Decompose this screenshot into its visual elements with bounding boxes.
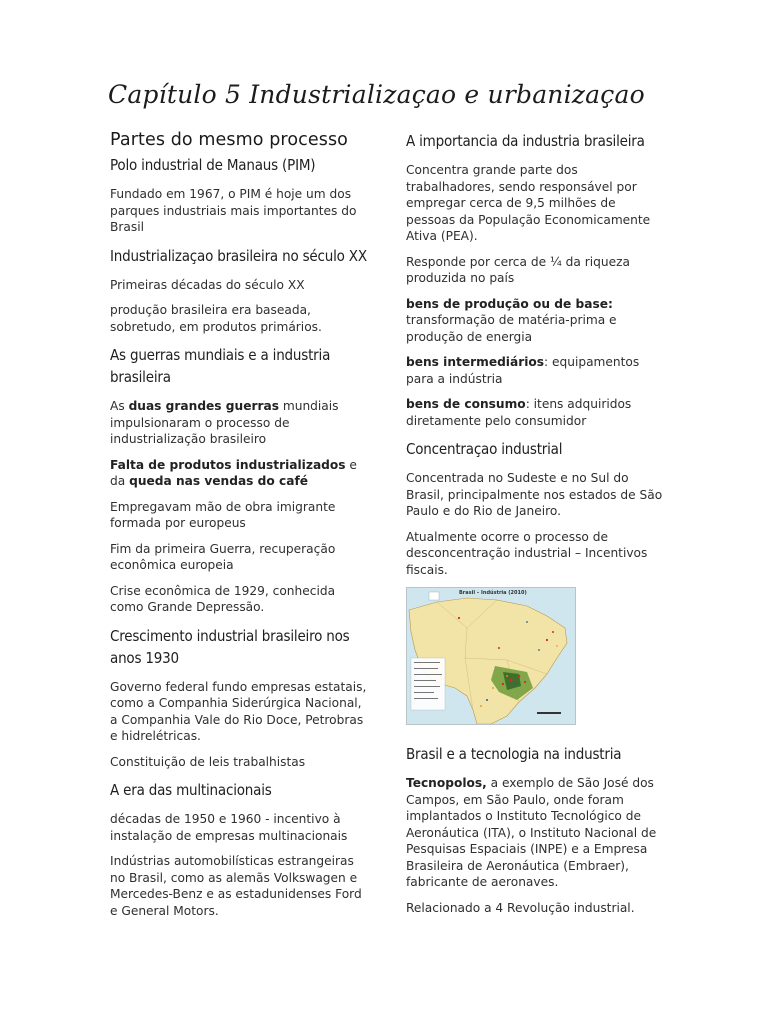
importancia-heading: A importancia da industria brasileira xyxy=(406,132,645,150)
tecnologia-p2: Relacionado a 4 Revolução industrial. xyxy=(406,900,635,915)
importancia-p4 xyxy=(406,354,664,387)
concentracao-p2: Atualmente ocorre o processo de desconcentração industrial – Incentivos fiscais. xyxy=(406,529,648,577)
multinacionais-heading: A era das multinacionais xyxy=(110,781,272,799)
map-title: Brasil – Indústria (2010) xyxy=(459,590,527,596)
importancia-p2: Responde por cerca de ¼ da riqueza produzida no país xyxy=(406,254,630,285)
crescimento-heading: Crescimento industrial brasileiro nos anos 1930 xyxy=(110,626,350,667)
text-span: transformação de matéria-prima e produção de energia xyxy=(406,313,617,344)
bold-span: duas grandes guerras xyxy=(128,399,279,413)
bold-span: bens intermediários xyxy=(406,355,545,369)
tecnologia-p1 xyxy=(406,775,664,891)
importancia-p3 xyxy=(406,296,664,346)
bold-span: bens de consumo xyxy=(406,397,526,411)
concentracao-heading: Concentraçao industrial xyxy=(406,440,563,458)
sec-xx-p1: Primeiras décadas do século XX xyxy=(110,277,305,292)
tecnologia-heading: Brasil e a tecnologia na industria xyxy=(406,745,622,763)
industry-map xyxy=(406,587,576,725)
right-column xyxy=(406,130,664,925)
text-span: a exemplo de São José dos Campos, em São Paulo, onde foram implantados o Instituto Tecnológico de Aeronáutica (ITA), o Instituto Nacional de Pesquisas Espaciais (INPE) e a Empresa Brasileira de Aeronáutica (Embraer), fabricante de aeronaves. xyxy=(406,776,657,889)
guerras-p4: Fim da primeira Guerra, recuperação econômica europeia xyxy=(110,541,336,572)
guerras-p1 xyxy=(110,398,368,448)
brazil-map-graphic xyxy=(407,588,575,724)
text-span: e da xyxy=(110,457,357,488)
multinacionais-p2: Indústrias automobilísticas estrangeiras no Brasil, como as alemãs Volkswagen e Mercedes-Benz e as estadunidenses Ford e General Motors. xyxy=(110,854,362,918)
left-column xyxy=(110,130,368,928)
page-title: Capítulo 5 Industrializaçao e urbanizaçao xyxy=(108,80,645,109)
concentracao-p1: Concentrada no Sudeste e no Sul do Brasil, principalmente nos estados de São Paulo e do Rio de Janeiro. xyxy=(406,471,663,518)
pim-heading: Polo industrial de Manaus (PIM) xyxy=(110,156,316,174)
pim-text: Fundado em 1967, o PIM é hoje um dos parques industriais mais importantes do Brasil xyxy=(110,187,357,234)
sec-xx-p2: produção brasileira era baseada, sobretudo, em produtos primários. xyxy=(110,303,322,334)
guerras-p5: Crise econômica de 1929, conhecida como Grande Depressão. xyxy=(110,583,336,614)
text-span: : equipamentos para a indústria xyxy=(406,355,640,386)
bold-span: Tecnopolos, xyxy=(406,776,487,790)
crescimento-p2: Constituição de leis trabalhistas xyxy=(110,754,306,769)
text-span: mundiais impulsionaram o processo de industrialização brasileiro xyxy=(110,399,339,446)
text-span: As xyxy=(110,399,129,413)
bold-span: bens de produção ou de base: xyxy=(406,296,613,311)
importancia-p1: Concentra grande parte dos trabalhadores, sendo responsável por empregar cerca de 9,5 milhões de pessoas da População Economicamente Ativa (PEA). xyxy=(406,163,651,243)
sec-xx-heading: Industrializaçao brasileira no século XX xyxy=(110,246,367,265)
bold-span: queda nas vendas do café xyxy=(129,474,309,488)
text-span: : itens adquiridos diretamente pelo consumidor xyxy=(406,397,632,428)
guerras-p3: Empregavam mão de obra imigrante formada por europeus xyxy=(110,499,336,530)
multinacionais-p1: décadas de 1950 e 1960 - incentivo à instalação de empresas multinacionais xyxy=(110,812,348,843)
guerras-heading: As guerras mundiais e a industria brasileira xyxy=(110,346,331,386)
guerras-p2 xyxy=(110,457,368,490)
bold-span: Falta de produtos industrializados xyxy=(110,457,346,472)
crescimento-p1: Governo federal fundo empresas estatais, como a Companhia Siderúrgica Nacional, a Companhia Vale do Rio Doce, Petrobras e hidrelétricas. xyxy=(110,679,367,743)
importancia-p5 xyxy=(406,396,664,429)
section-heading: Partes do mesmo processo xyxy=(110,130,348,150)
